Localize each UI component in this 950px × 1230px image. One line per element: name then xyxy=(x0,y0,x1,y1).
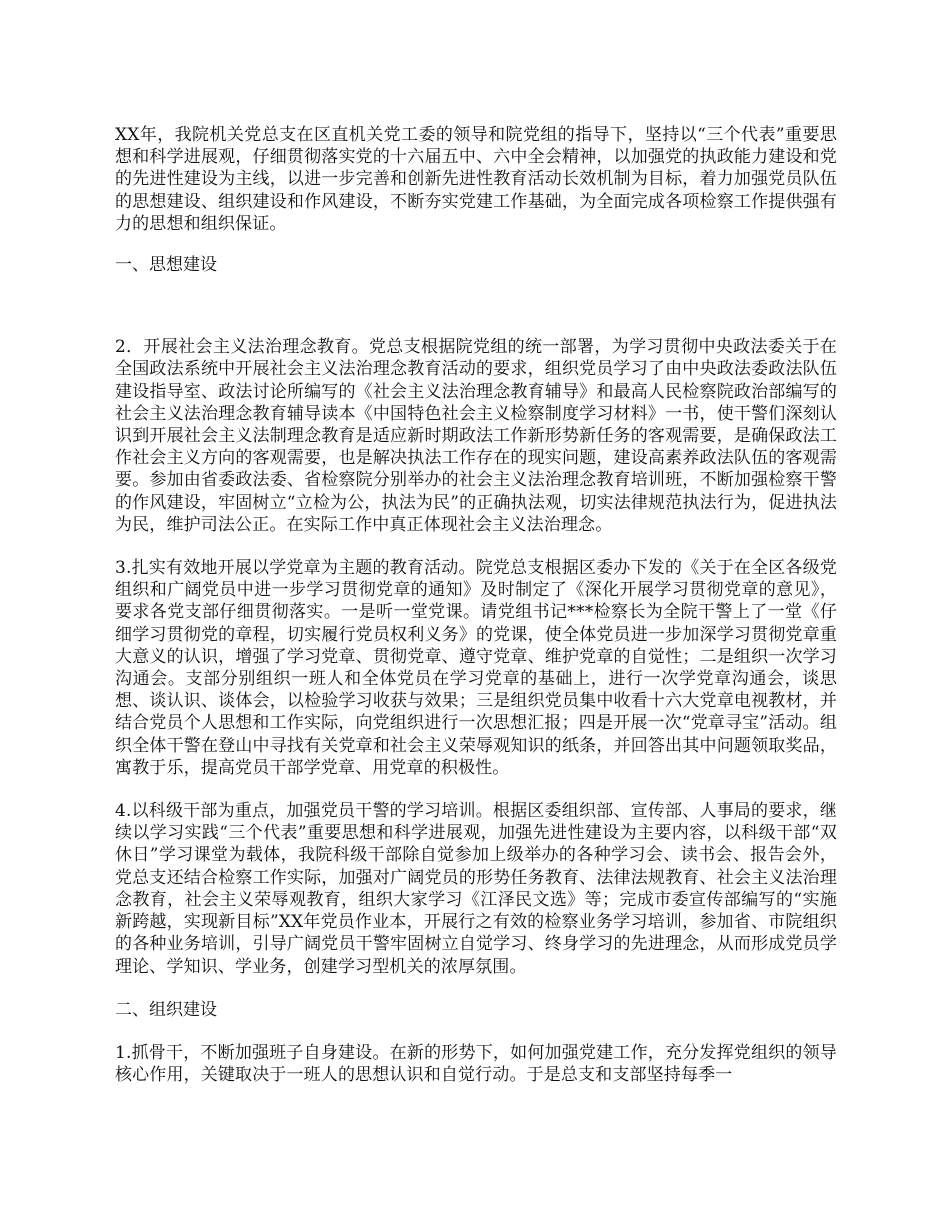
paragraph-leadership-building: 1.抓骨干，不断加强班子自身建设。在新的形势下，如何加强党建工作，充分发挥党组织的领导核心作用，关键取决于一班人的思想认识和自觉行动。于是总支和支部坚持每季一 xyxy=(115,1042,837,1086)
paragraph-cadre-training: 4.以科级干部为重点，加强党员干警的学习培训。根据区委组织部、宣传部、人事局的要求，继续以学习实践“三个代表”重要思想和科学进展观，加强先进性建设为主要内容，以科级干部“双休日”学习课堂为载体，我院科级干部除自觉参加上级举办的各种学习会、读书会、报告会外，党总支还结合检察工作实际，加强对广阔党员的形势任务教育、法律法规教育、社会主义法治理念教育，社会主义荣辱观教育，组织大家学习《江泽民文选》等；完成市委宣传部编写的“实施新跨越，实现新目标”XX年党员作业本，开展行之有效的检察业务学习培训，参加省、市院组织的各种业务培训，引导广阔党员干警牢固树立自觉学习、终身学习的先进理念，从而形成党员学理论、学知识、学业务，创建学习型机关的浓厚氛围。 xyxy=(115,801,837,977)
paragraph-rule-of-law-education: 2．开展社会主义法治理念教育。党总支根据院党组的统一部署，为学习贯彻中央政法委关于在全国政法系统中开展社会主义法治理念教育活动的要求，组织党员学习了由中央政法委政法队伍建设指导室、政法讨论所编写的《社会主义法治理念教育辅导》和最高人民检察院政治部编写的社会主义法治理念教育辅导读本《中国特色社会主义检察制度学习材料》一书，使干警们深刻认识到开展社会主义法制理念教育是适应新时期政法工作新形势新任务的客观需要，是确保政法工作社会主义方向的客观需要，也是解决执法工作存在的现实问题，建设高素养政法队伍的客观需要。参加由省委政法委、省检察院分别举办的社会主义法治理念教育培训班，不断加强检察干警的作风建设，牢固树立“立检为公，执法为民”的正确执法观，切实法律规范执法行为，促进执法为民，维护司法公正。在实际工作中真正体现社会主义法治理念。 xyxy=(115,337,837,535)
section-heading-organization: 二、组织建设 xyxy=(115,999,217,1020)
section-heading-ideology: 一、思想建设 xyxy=(115,255,217,276)
document-page xyxy=(115,124,837,1086)
intro-paragraph: XX年，我院机关党总支在区直机关党工委的领导和院党组的指导下，坚持以“三个代表”重要思想和科学进展观，仔细贯彻落实党的十六届五中、六中全会精神，以加强党的执政能力建设和党的先进性建设为主线，以进一步完善和创新先进性教育活动长效机制为目标，着力加强党员队伍的思想建设、组织建设和作风建设，不断夯实党建工作基础，为全面完成各项检察工作提供强有力的思想和组织保证。 xyxy=(115,125,837,234)
paragraph-party-constitution-study: 3.扎实有效地开展以学党章为主题的教育活动。院党总支根据区委办下发的《关于在全区各级党组织和广阔党员中进一步学习贯彻党章的通知》及时制定了《深化开展学习贯彻党章的意见》，要求各党支部仔细贯彻落实。一是听一堂党课。请党组书记***检察长为全院干警上了一堂《仔细学习贯彻党的章程，切实履行党员权利义务》的党课，使全体党员进一步加深学习贯彻党章重大意义的认识，增强了学习党章、贯彻党章、遵守党章、维护党章的自觉性；二是组织一次学习沟通会。支部分别组织一班人和全体党员在学习党章的基础上，进行一次学党章沟通会，谈思想、谈认识、谈体会，以检验学习收获与效果；三是组织党员集中收看十六大党章电视教材，并结合党员个人思想和工作实际，向党组织进行一次思想汇报；四是开展一次“党章寻宝”活动。组织全体干警在登山中寻找有关党章和社会主义荣辱观知识的纸条，并回答出其中问题领取奖品，寓教于乐，提高党员干部学党章、用党章的积极性。 xyxy=(115,558,837,778)
